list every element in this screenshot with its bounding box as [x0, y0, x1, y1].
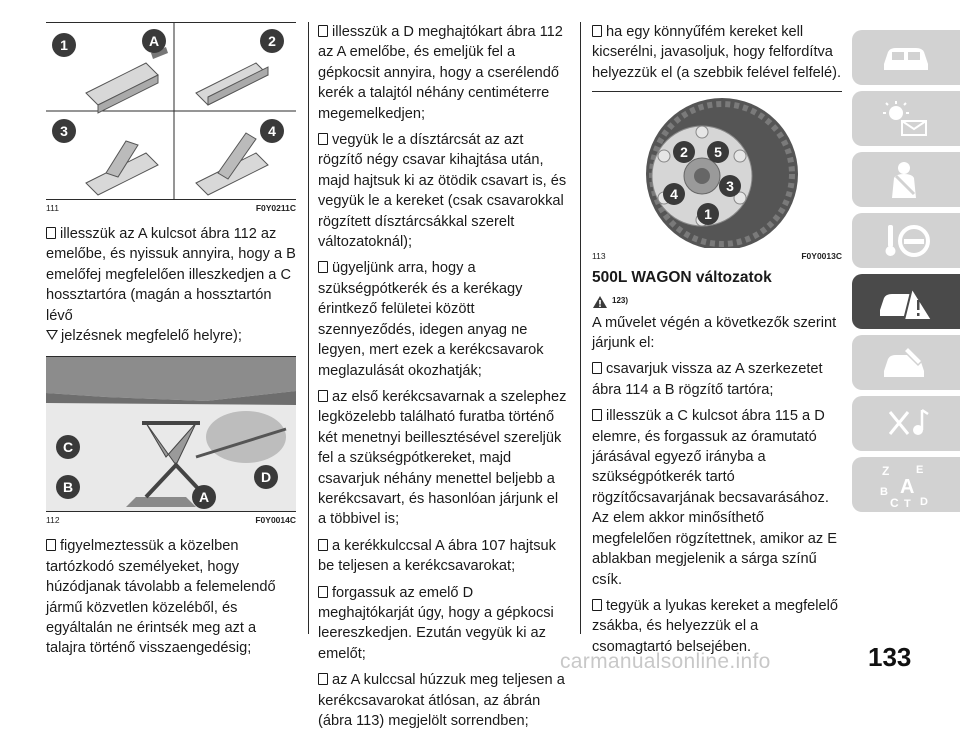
seatbelt-person-icon: [878, 160, 934, 200]
figure-111: [46, 22, 296, 200]
bullet-text: az A kulccsal húzzuk meg teljesen a kerékcsavarokat átlósan, az ábrán (ábra 113) megjelölt sorrendben;: [318, 672, 565, 729]
bullet-item: [592, 596, 842, 657]
bullet-text: forgassuk az emelő D meghajtókarját úgy, hogy a gépkocsi leereszkedjen. Ezután vegyük ki az emelőt;: [318, 584, 554, 662]
bullet-text: vegyük le a dísztárcsát az azt rögzítő négy csavar kihajtása után, majd hajtsuk ki az ötödik csavart is, és vegyük le a kereket (csak csavarokkal rögzített dísztárcsákkal szerelt változatoknál);: [318, 132, 567, 251]
bullet-text: illesszük az A kulcsot ábra 112 az emelőbe, és nyissuk annyira, hogy a B emelőfej megfelelően illeszkedjen a C hossztartóra (magán a hossztartón lévő: [46, 226, 296, 324]
index-letters-icon: [876, 461, 936, 509]
bullet-text: tegyük a lyukas kereket a megfelelő zsákba, és helyezzük el a csomagtartó belsejében.: [592, 597, 839, 655]
index-letter: E: [916, 463, 924, 476]
column-divider-2: [580, 22, 581, 634]
callout-label: 3: [726, 178, 734, 195]
bullet-item: [318, 387, 568, 530]
page-number: 133: [868, 642, 912, 672]
bullet-text: csavarjuk vissza az A szerkezetet ábra 114 a B rögzítő tartóra;: [592, 361, 823, 398]
steering-icon: [878, 221, 934, 261]
emergency-icon: [876, 282, 936, 322]
index-letter: B: [880, 485, 888, 498]
column-divider-1: [308, 22, 309, 634]
bullet-item: [46, 224, 296, 346]
index-letter: D: [920, 495, 928, 508]
bullet-text: az első kerékcsavarnak a szelephez legközelebb található furatba történő két menetnyi beillesztésével szereljük fel a szükségpótkereket, majd csavarjuk néhány menettel beljebb a kerékcsavart, és hasonlóan járjunk el a többivel is;: [318, 388, 567, 528]
bullet-item: [318, 130, 568, 252]
bullet-text: ügyeljünk arra, hogy a szükségpótkerék és a kerékagy érintkező felületei között szennyeződés, idegen anyag ne legyen, mert ezek a kerékcsavarok meglazulását okozhatják;: [318, 260, 544, 379]
warning-ref-number: 123): [612, 296, 629, 306]
figure-number: 112: [46, 515, 60, 526]
tab-emergency[interactable]: [852, 274, 960, 329]
bullet-text: illesszük a C kulcsot ábra 115 a D elemre, és forgassuk az óramutató járásával egyező irányba a szükségpótkerék tartó rögzítőcsavarjának becsavarásához. Az elem akkor minősíthető megfelelően rögzítettnek, amikor az E ablakban megjelenik a sárga színű csík.: [592, 408, 837, 588]
index-letter: Z: [882, 463, 890, 478]
callout-label: A: [198, 489, 210, 506]
bullet-item: [318, 583, 568, 665]
warning-triangle-icon: [592, 295, 608, 309]
figure-111-caption: [46, 202, 296, 214]
callout-label: 1: [60, 37, 68, 53]
index-letter: A: [900, 475, 915, 498]
callout-label: 2: [680, 144, 688, 161]
bullet-text: illesszük a D meghajtókart ábra 112 az A emelőbe, és emeljük fel a gépkocsit annyira, hogy a cserélendő kerék a talajtól néhány centiméterre megemelkedjen;: [318, 24, 563, 122]
figure-112-caption: [46, 514, 296, 526]
tab-car-icon[interactable]: [852, 30, 960, 85]
callout-label: B: [62, 479, 74, 496]
column-3: [592, 22, 842, 663]
bullet-item: [46, 536, 296, 658]
figure-code: F0Y0013C: [801, 251, 842, 262]
service-icon: [878, 343, 934, 383]
jack-under-car-illustration: [46, 357, 296, 511]
chapter-tabs: [852, 30, 960, 518]
figure-code: F0Y0014C: [255, 515, 296, 526]
bullet-item: [318, 22, 568, 124]
jack-assembly-illustration: [46, 23, 296, 199]
tab-warning-lights[interactable]: [852, 91, 960, 146]
tab-index[interactable]: [852, 457, 960, 512]
bullet-item: [592, 359, 842, 400]
callout-label: 2: [268, 33, 276, 49]
index-letter: T: [904, 497, 911, 509]
bullet-text: ha egy könnyűfém kereket kell kicserélni, javasoljuk, hogy felfordítva helyezzük el (a szebbik felével felfelé).: [592, 24, 842, 81]
warning-reference: [592, 291, 842, 313]
warning-lights-icon: [878, 99, 934, 139]
figure-number: 113: [592, 251, 606, 262]
figure-112: [46, 356, 296, 512]
tab-multimedia[interactable]: [852, 396, 960, 451]
callout-label: 1: [704, 206, 712, 223]
bullet-text: figyelmeztessük a közelben tartózkodó személyeket, hogy húzódjanak távolabb a felemelendő jármű közvetlen közeléből, és egyáltalán ne érintsék meg azt a talajra történő visszaengedésig;: [46, 538, 276, 657]
bullet-item: [318, 536, 568, 577]
section-heading: 500L WAGON változatok: [592, 269, 772, 287]
watermark: carmanualsonline.info: [560, 650, 771, 673]
index-letter: C: [890, 495, 899, 509]
wheel-bolt-order-illustration: [592, 92, 842, 248]
tab-safety[interactable]: [852, 152, 960, 207]
callout-label: 5: [714, 144, 722, 161]
figure-113: [592, 91, 842, 248]
callout-label: C: [62, 439, 74, 456]
mark-triangle-icon: [46, 330, 58, 340]
bullet-text: a kerékkulccsal A ábra 107 hajtsuk be teljesen a kerékcsavarokat;: [318, 537, 556, 575]
column-2: [318, 22, 568, 737]
callout-label: A: [148, 33, 160, 49]
column-1: [46, 22, 296, 665]
bullet-item: [592, 22, 842, 83]
tab-maintenance[interactable]: [852, 335, 960, 390]
intro-text: A művelet végén a következők szerint járjunk el:: [592, 314, 837, 352]
callout-label: D: [260, 469, 272, 486]
callout-label: 4: [670, 186, 678, 203]
bullet-item: [318, 670, 568, 731]
car-icon: [878, 40, 934, 76]
callout-label: 4: [268, 123, 276, 139]
bullet-item: [592, 406, 842, 590]
bullet-item: [318, 258, 568, 380]
tab-driving[interactable]: [852, 213, 960, 268]
figure-number: 111: [46, 203, 59, 213]
callout-label: 3: [60, 123, 68, 139]
bullet-text: jelzésnek megfelelő helyre);: [61, 328, 242, 345]
multimedia-icon: [878, 404, 934, 444]
figure-113-caption: [592, 250, 842, 262]
figure-code: F0Y0211C: [255, 203, 296, 213]
